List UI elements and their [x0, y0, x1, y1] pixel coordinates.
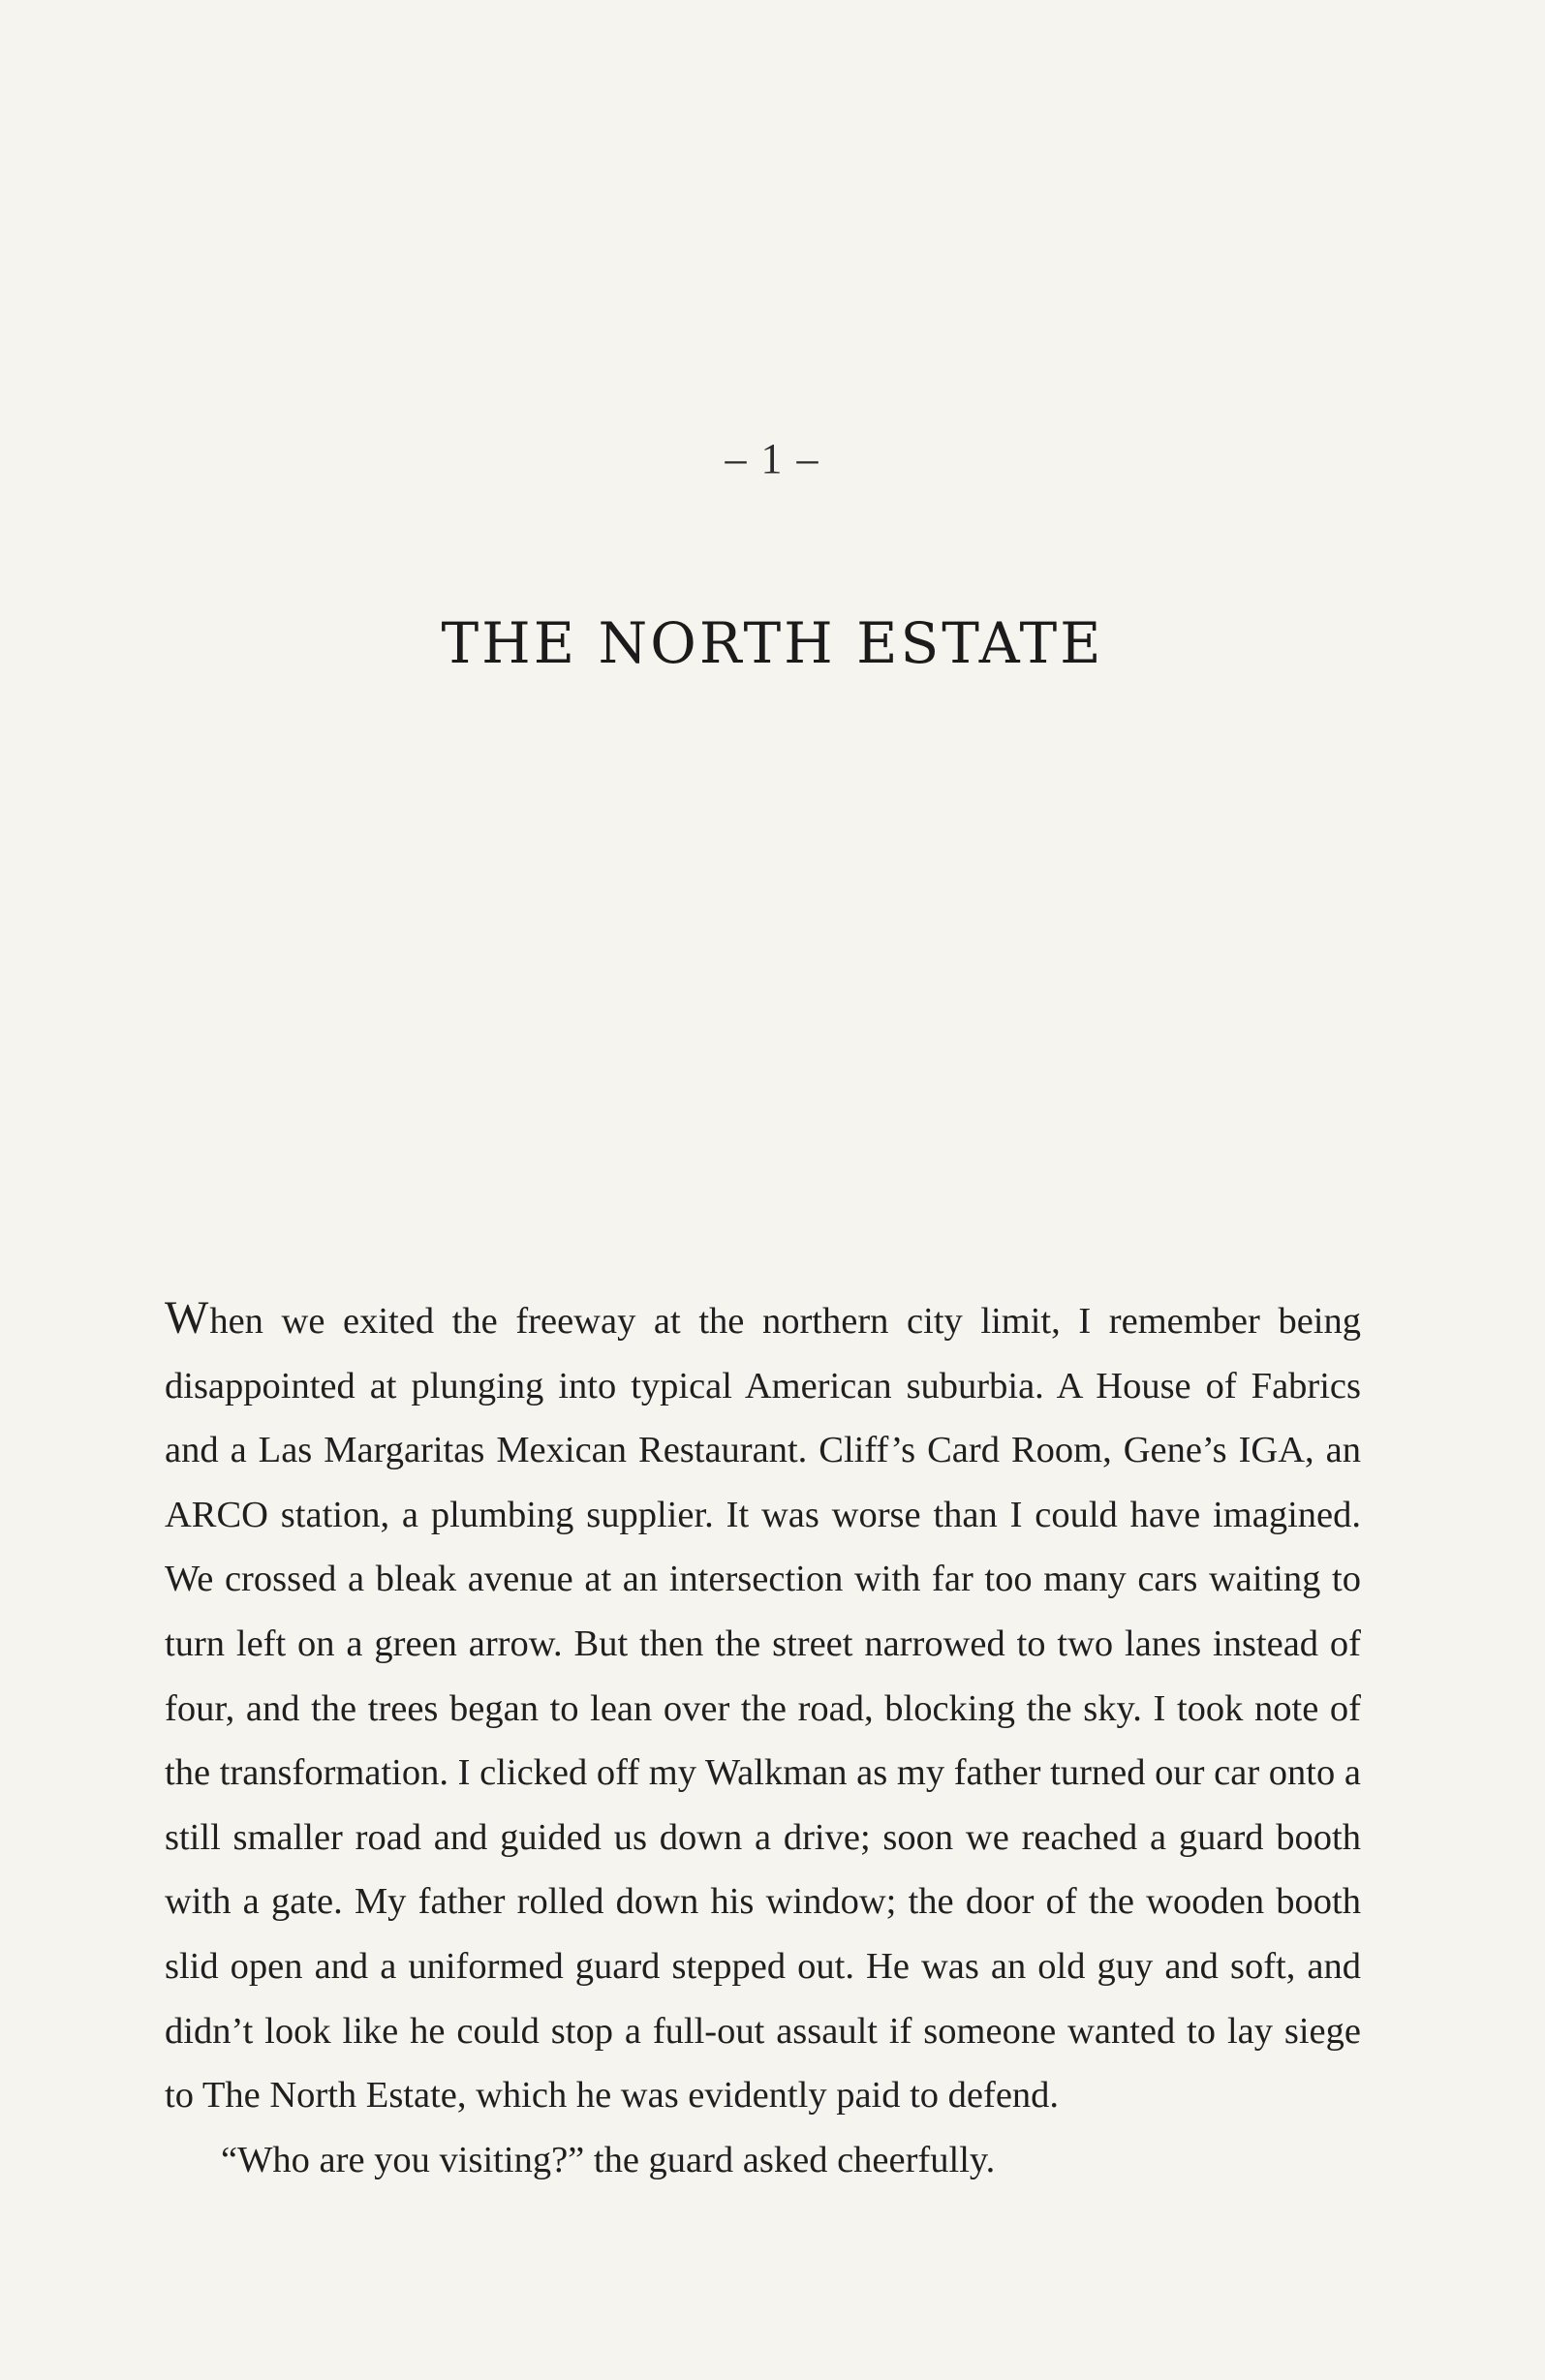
chapter-title: THE NORTH ESTATE [441, 610, 1104, 676]
drop-cap: W [165, 1292, 210, 1344]
paragraph-2: “Who are you visiting?” the guard asked cheerfully. [221, 2139, 996, 2180]
body-text [165, 1286, 1361, 2192]
paragraph-1: hen we exited the freeway at the northern city limit, I remember being disappointed at plunging into typical American suburbia. A House of Fabrics and a Las Margaritas Mexican Restaurant. Cliff’s Card Room, Gene’s IGA, an ARCO station, a plumbing supplier. It was worse than I could have imagined. We crossed a bleak avenue at an intersection with far too many cars waiting to turn left on a green arrow. But then the street narrowed to two lanes instead of four, and the trees began to lean over the road, blocking the sky. I took note of the transformation. I clicked off my Walkman as my father turned our car onto a still smaller road and guided us down a drive; soon we reached a guard booth with a gate. My father rolled down his window; the door of the wooden booth slid open and a uniformed guard stepped out. He was an old guy and soft, and didn’t look like he could stop a full-out assault if someone wanted to lay siege to The North Estate, which he was evidently paid to defend. [165, 1301, 1361, 2117]
chapter-number: – 1 – [725, 435, 820, 482]
